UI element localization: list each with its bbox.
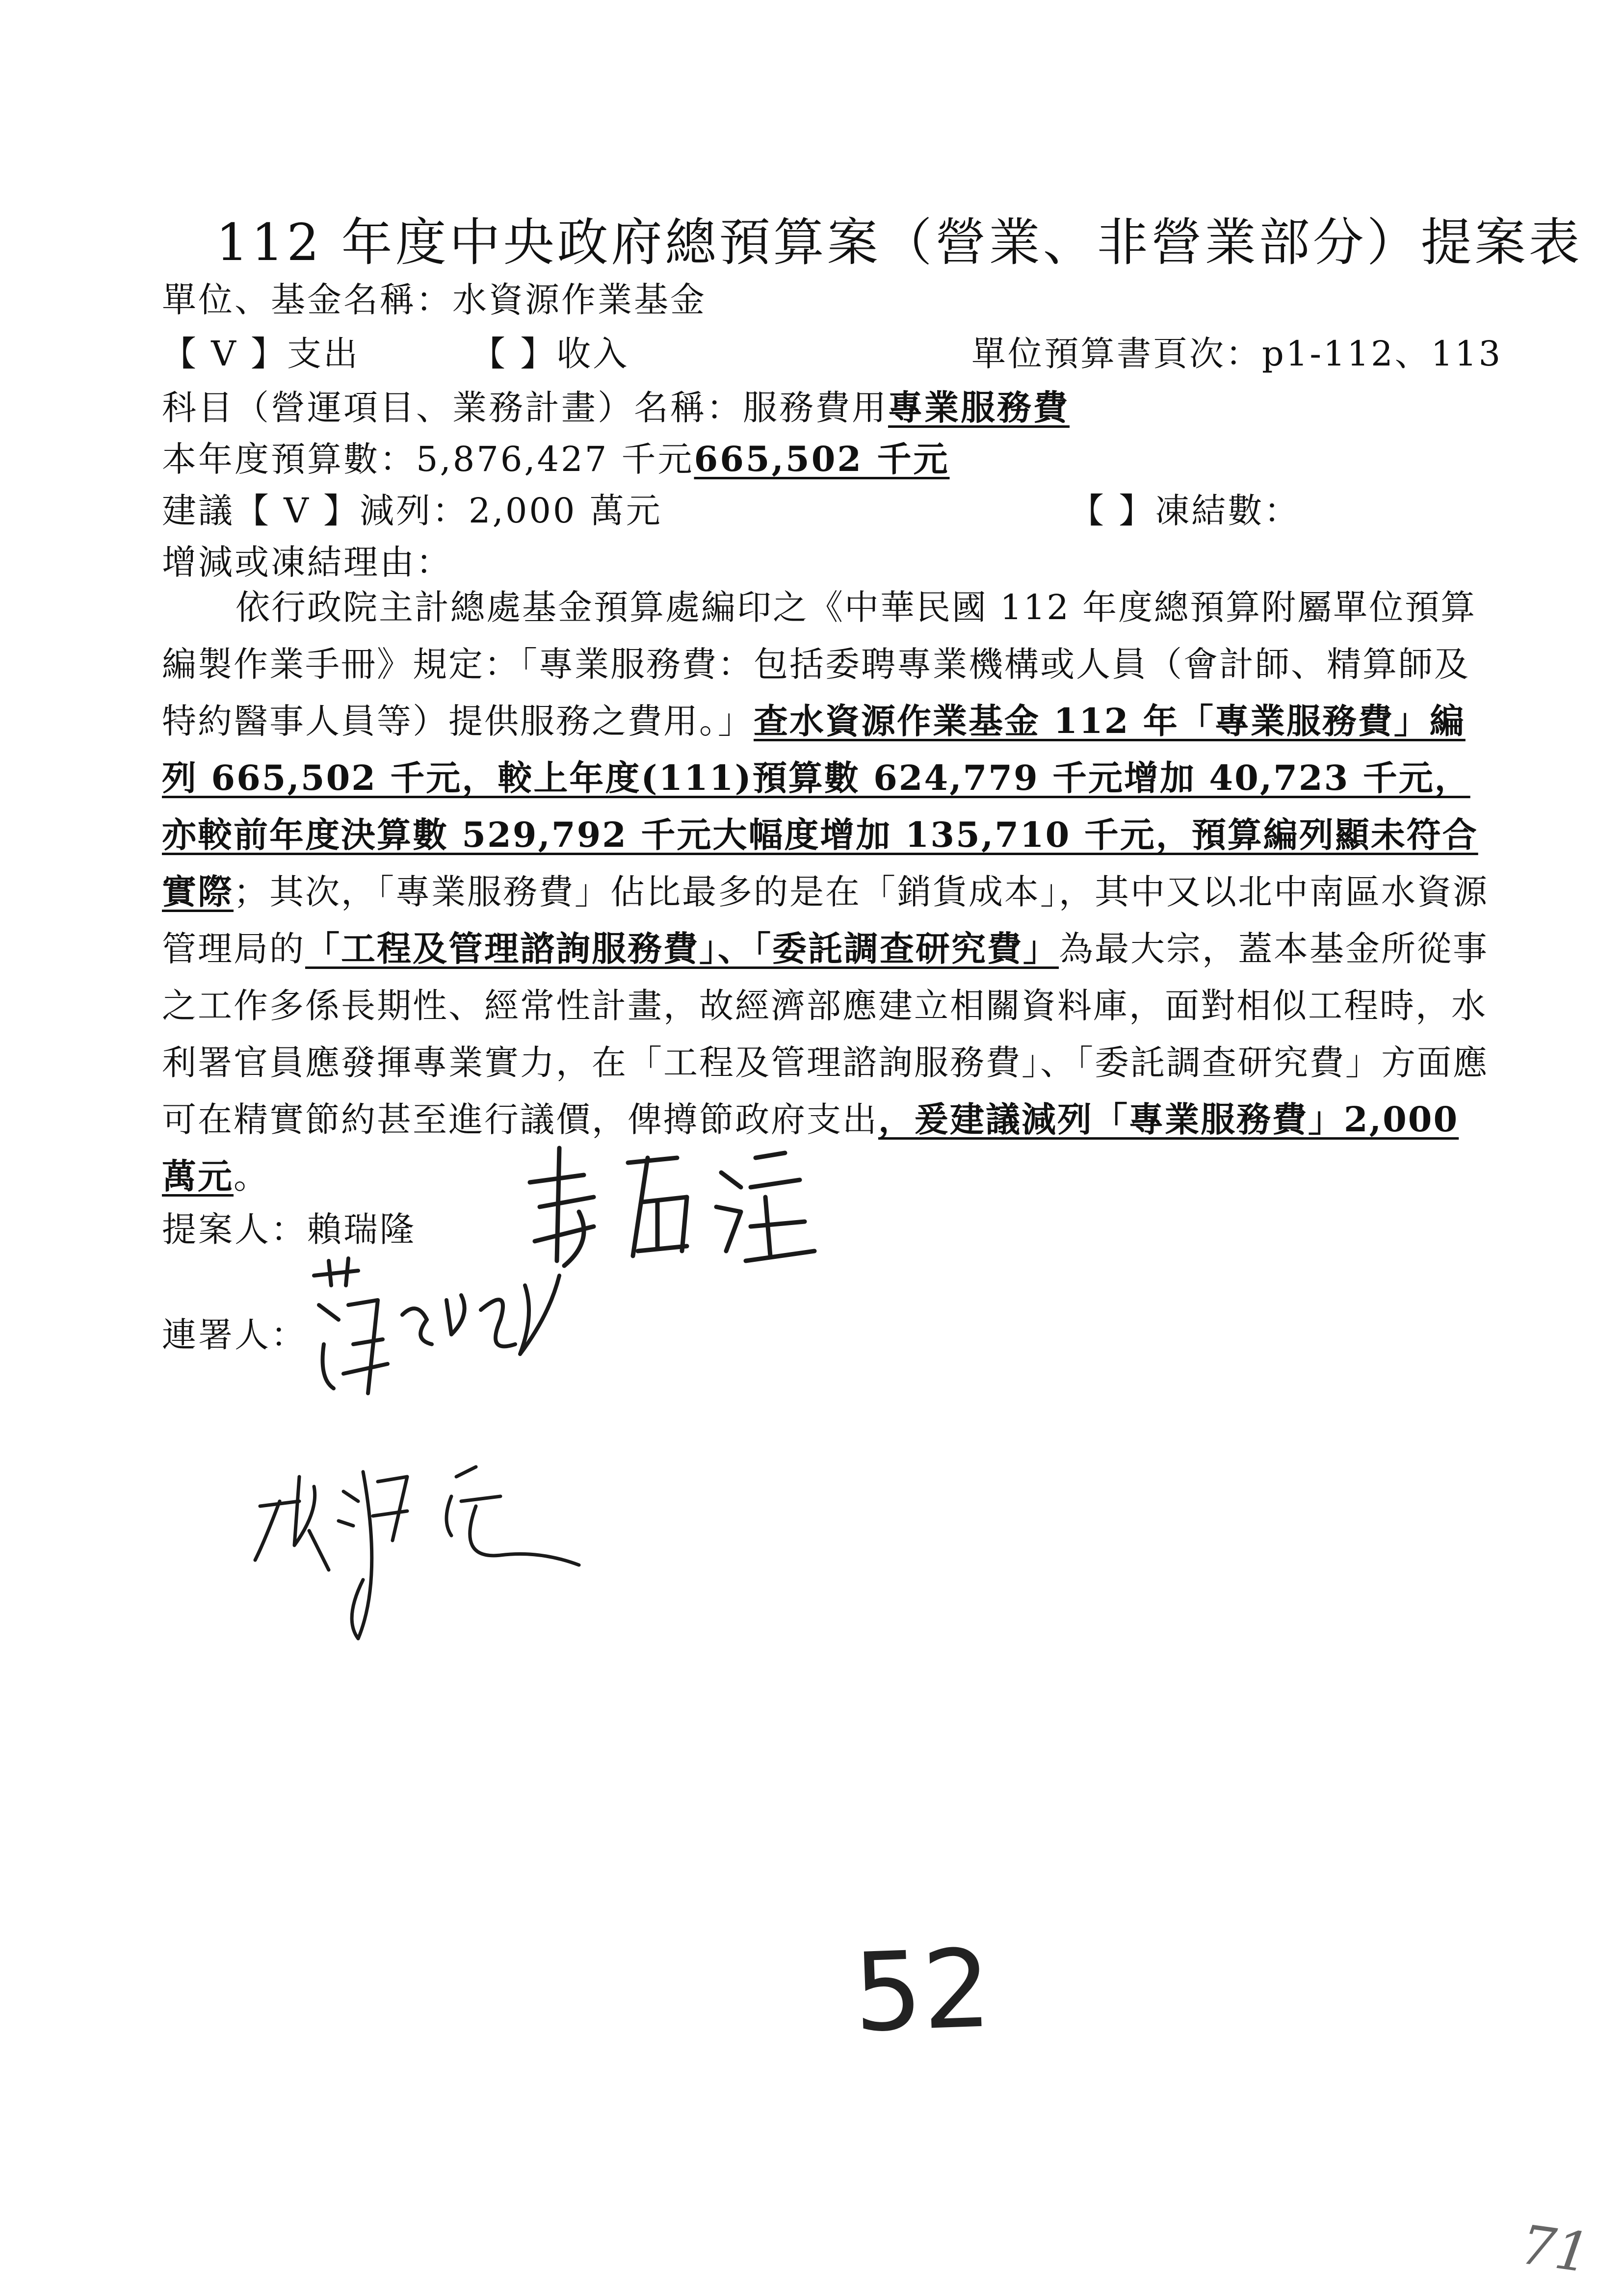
- subject-label: 科目（營運項目、業務計畫）名稱：服務費用: [162, 388, 888, 428]
- cosigner-signature-1: [304, 1256, 579, 1403]
- proposer-row: [162, 1202, 416, 1252]
- expense-checkbox: 【 V 】支出: [162, 334, 360, 374]
- budget-page-reference: 單位預算書頁次：p1-112、113: [971, 334, 1503, 374]
- proposer-label: 提案人：: [162, 1209, 307, 1250]
- proposer-name: 賴瑞隆: [307, 1209, 416, 1250]
- reduction-conclusion-emphasis: ，爰建議減列「專業服務費」2,000 萬元: [162, 1099, 1459, 1197]
- subject-row: [162, 380, 1070, 430]
- page-title: 112 年度中央政府總預算案（營業、非營業部分）提案表: [216, 212, 1583, 272]
- reason-paragraph: [162, 579, 1496, 1205]
- budget-value: 665,502 千元: [694, 439, 950, 479]
- corner-page-number: 71: [1517, 2213, 1594, 2285]
- cost-share-text: ；其次，「專業服務費」佔比最多的是在「銷貨成本」，其中又以北中南區水資源管理局的: [162, 872, 1489, 969]
- reason-label: 增減或凍結理由：: [162, 542, 452, 582]
- handwritten-page-number: 52: [851, 1926, 994, 2056]
- income-checkbox: 【 】收入: [471, 334, 629, 374]
- unit-fund-row: [162, 272, 707, 322]
- cosigner-label: 連署人：: [162, 1315, 307, 1355]
- reduce-suggestion: 建議【 V 】減列：2,000 萬元: [162, 491, 662, 531]
- proposer-signature: [510, 1128, 824, 1276]
- fee-items-emphasis: 「工程及管理諮詢服務費」、「委託調查研究費」: [305, 928, 1059, 969]
- recommendation-text: 為最大宗，蓋本基金所從事之工作多係長期性、經常性計畫，故經濟部應建立相關資料庫，面對相似工程時，水利署官員應發揮專業實力，在「工程及管理諮詢服務費」、「委託調查研究費」方面應可在精實節約甚至進行議價，俾撙節政府支出: [162, 929, 1489, 1140]
- budget-comparison-emphasis: 查水資源作業基金 112 年「專業服務費」編列 665,502 千元，較上年度(111)預算數 624,779 千元增加 40,723 千元，亦較前年度決算數 529,792 千元大幅度增加 135,710 千元，預算編列顯未符合實際: [162, 701, 1478, 912]
- budget-label: 本年度預算數：5,876,427 千元: [162, 439, 694, 479]
- subject-value: 專業服務費: [888, 387, 1070, 428]
- cosigner-signature-2: [245, 1433, 618, 1658]
- manual-citation: 依行政院主計總處基金預算處編印之《中華民國 112 年度總預算附屬單位預算編製作業手冊》規定：「專業服務費：包括委聘專業機構或人員（會計師、精算師及特約醫事人員等）提供服務之費用。」: [162, 587, 1477, 741]
- closing-period: 。: [234, 1156, 269, 1197]
- unit-fund-label: 單位、基金名稱：: [162, 280, 452, 320]
- budget-row: [162, 432, 950, 481]
- unit-fund-value: 水資源作業基金: [452, 280, 707, 320]
- freeze-suggestion: 【 】凍結數：: [1070, 491, 1301, 531]
